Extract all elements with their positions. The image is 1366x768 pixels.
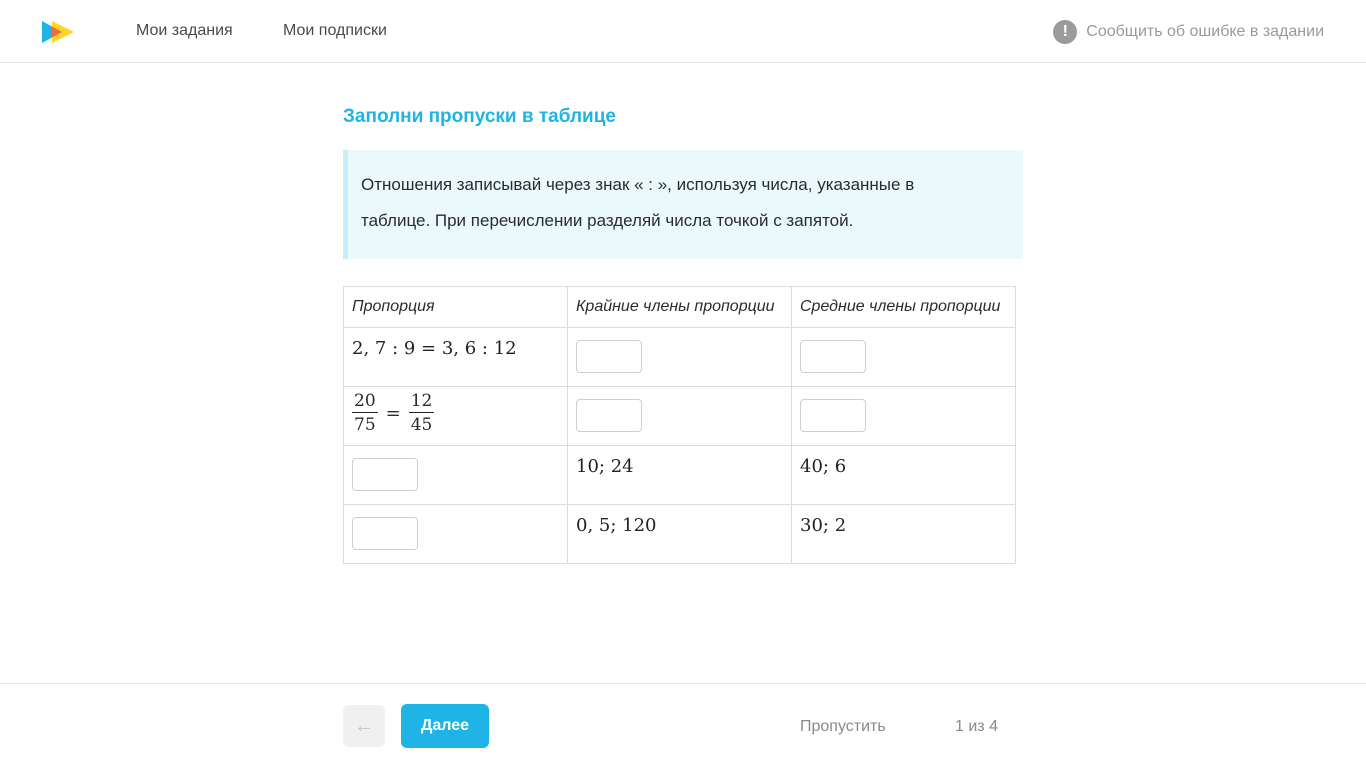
means-cell <box>792 387 1016 446</box>
table-header-row <box>344 287 1016 328</box>
extremes-answer-input[interactable] <box>576 399 642 432</box>
fraction-right <box>409 391 435 435</box>
fraction-numerator: 20 <box>354 391 376 411</box>
arrow-left-icon: ← <box>354 714 374 737</box>
fraction-left <box>352 391 378 435</box>
means-cell <box>792 446 1016 505</box>
extremes-answer-input[interactable] <box>576 340 642 373</box>
next-button[interactable]: Далее <box>401 704 489 748</box>
proportion-text: 2, 7 : 9 = 3, 6 : 12 <box>352 338 517 359</box>
task-content <box>343 63 1023 564</box>
means-cell <box>792 328 1016 387</box>
bottom-bar <box>0 683 1366 768</box>
skip-button[interactable]: Пропустить <box>800 718 886 735</box>
means-cell <box>792 505 1016 564</box>
extremes-cell <box>568 505 792 564</box>
report-error-label: Сообщить об ошибке в задании <box>1086 23 1324 40</box>
extremes-text: 0, 5; 120 <box>576 515 657 536</box>
extremes-text: 10; 24 <box>576 456 634 477</box>
extremes-cell <box>568 328 792 387</box>
proportion-cell <box>344 387 568 446</box>
proportion-answer-input[interactable] <box>352 517 418 550</box>
fraction-numerator: 12 <box>410 391 433 411</box>
header-proportion: Пропорция <box>344 287 568 328</box>
nav-my-tasks[interactable]: Мои задания <box>136 22 233 39</box>
progress-counter: 1 из 4 <box>955 718 998 735</box>
table-row <box>344 446 1016 505</box>
proportion-cell <box>344 328 568 387</box>
table-row <box>344 387 1016 446</box>
back-button[interactable] <box>343 705 385 747</box>
task-title: Заполни пропуски в таблице <box>343 106 616 127</box>
table-row <box>344 328 1016 387</box>
top-header <box>0 0 1366 63</box>
means-answer-input[interactable] <box>800 399 866 432</box>
equals-sign: = <box>385 402 401 424</box>
fraction-denominator: 75 <box>354 415 376 435</box>
logo-icon[interactable] <box>40 18 76 46</box>
header-extremes: Крайние члены пропорции <box>568 287 792 328</box>
means-text: 30; 2 <box>800 515 847 536</box>
fraction-denominator: 45 <box>410 415 433 435</box>
proportion-table <box>343 286 1016 564</box>
instruction-box: Отношения записывай через знак « : », используя числа, указанные в таблице. При перечислении разделяй числа точкой с запятой. <box>343 150 1023 259</box>
extremes-cell <box>568 446 792 505</box>
nav-my-subscriptions[interactable]: Мои подписки <box>283 22 387 39</box>
proportion-cell <box>344 505 568 564</box>
warning-icon: ! <box>1053 20 1077 44</box>
report-error-link[interactable] <box>1053 20 1324 44</box>
proportion-answer-input[interactable] <box>352 458 418 491</box>
means-text: 40; 6 <box>800 456 847 477</box>
proportion-cell <box>344 446 568 505</box>
table-row <box>344 505 1016 564</box>
header-means: Средние члены пропорции <box>792 287 1016 328</box>
extremes-cell <box>568 387 792 446</box>
means-answer-input[interactable] <box>800 340 866 373</box>
